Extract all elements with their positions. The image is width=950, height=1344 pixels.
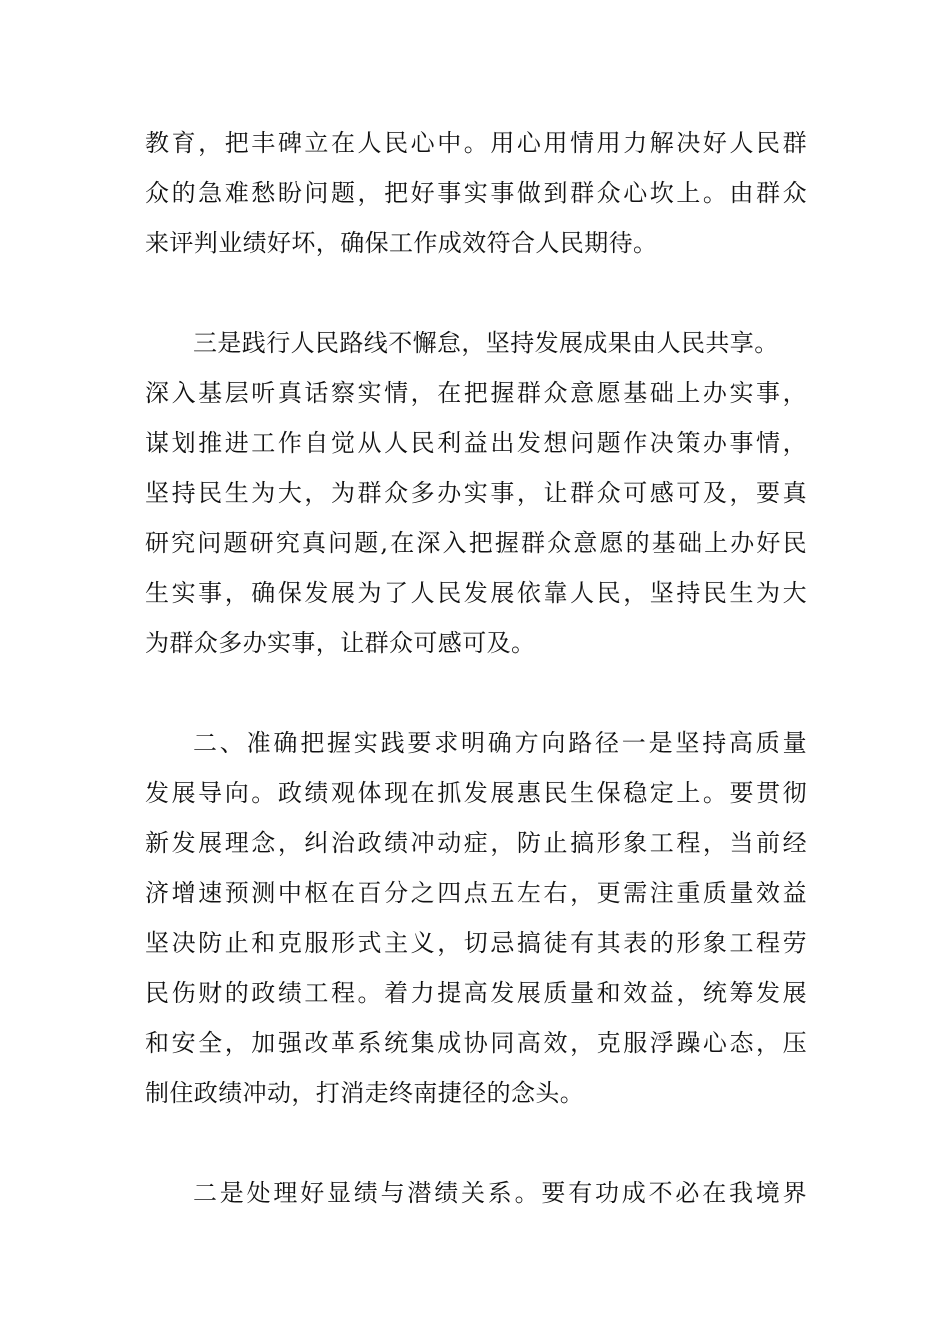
text-line: 三是践行人民路线不懈怠，坚持发展成果由人民共享。 (193, 329, 779, 357)
text-line: 民伤财的政绩工程。着力提高发展质量和效益，统筹发展 (145, 979, 807, 1007)
text-line: 和安全，加强改革系统集成协同高效，克服浮躁心态，压 (145, 1029, 807, 1057)
text-line: 为群众多办实事，让群众可感可及。 (145, 629, 536, 657)
text-line: 新发展理念，纠治政绩冲动症，防止搞形象工程，当前经 (145, 829, 807, 857)
text-line: 坚持民生为大，为群众多办实事，让群众可感可及，要真 (145, 479, 807, 507)
text-line: 来评判业绩好坏，确保工作成效符合人民期待。 (145, 229, 658, 257)
text-line: 众的急难愁盼问题，把好事实事做到群众心坎上。由群众 (145, 179, 807, 207)
text-line: 制住政绩冲动，打消走终南捷径的念头。 (145, 1079, 585, 1107)
text-line: 济增速预测中枢在百分之四点五左右，更需注重质量效益 (145, 879, 807, 907)
text-line: 坚决防止和克服形式主义，切忌搞徒有其表的形象工程劳 (145, 929, 807, 957)
text-line: 研究问题研究真问题,在深入把握群众意愿的基础上办好民 (145, 529, 807, 557)
text-line: 谋划推进工作自觉从人民利益出发想问题作决策办事情， (145, 429, 807, 457)
text-line: 教育，把丰碑立在人民心中。用心用情用力解决好人民群 (145, 129, 807, 157)
section-heading-line: 二、准确把握实践要求明确方向路径一是坚持高质量 (193, 729, 807, 757)
text-line: 二是处理好显绩与潜绩关系。要有功成不必在我境界 (193, 1179, 807, 1207)
text-line: 生实事，确保发展为了人民发展依靠人民，坚持民生为大 (145, 579, 807, 607)
text-line: 深入基层听真话察实情，在把握群众意愿基础上办实事， (145, 379, 807, 407)
text-line: 发展导向。政绩观体现在抓发展惠民生保稳定上。要贯彻 (145, 779, 807, 807)
